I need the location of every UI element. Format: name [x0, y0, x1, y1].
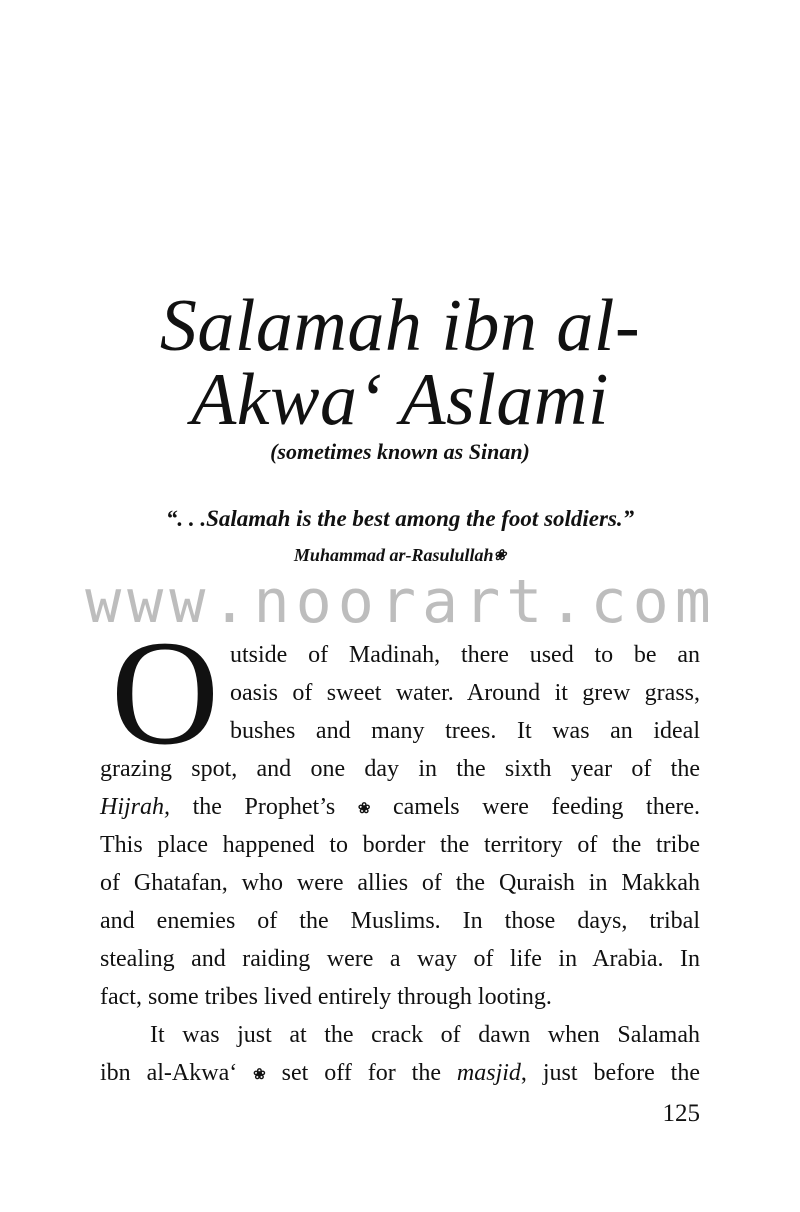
page-number: 125 — [662, 1100, 700, 1127]
chapter-title-line-1: Salamah ibn al- — [159, 285, 641, 367]
watermark: www.noorart.com — [85, 567, 717, 637]
text: camels were feeding there. — [370, 794, 700, 820]
text: set off for the — [265, 1060, 457, 1086]
italic-term: masjid — [456, 1060, 521, 1086]
body-line: bushes and many trees. It was an ideal — [230, 718, 700, 744]
body-line: fact, some tribes lived entirely through looting. — [100, 984, 552, 1010]
honorific-icon: ❀ — [493, 548, 507, 564]
body-line: grazing spot, and one day in the sixth year of the — [100, 756, 700, 782]
epigraph-attribution — [0, 542, 800, 569]
chapter-title-line-2: Akwa‘ Aslami — [191, 359, 609, 441]
body-line: It was just at the crack of dawn when Salamah — [150, 1022, 700, 1048]
body-line: stealing and raiding were a way of life in Arabia. In — [100, 946, 700, 972]
honorific-icon: ❀ — [357, 801, 371, 817]
italic-term: Hijrah, — [100, 794, 171, 820]
text: , just before the — [520, 1060, 700, 1086]
body-line: of Ghatafan, who were allies of the Quraish in Makkah — [100, 870, 700, 896]
attribution-text: Muhammad ar-Rasulullah — [293, 545, 494, 565]
text: ibn al-Akwa‘ — [100, 1060, 238, 1086]
body-line — [100, 788, 700, 826]
body-line: utside of Madinah, there used to be an — [230, 642, 700, 668]
drop-cap: O — [110, 610, 220, 776]
epigraph-quote: “. . .Salamah is the best among the foot soldiers.” — [165, 506, 635, 531]
body-line — [100, 1054, 700, 1092]
body-line: oasis of sweet water. Around it grew grass, — [230, 680, 700, 706]
text: the Prophet’s — [170, 794, 336, 820]
chapter-subtitle: (sometimes known as Sinan) — [270, 439, 530, 464]
body-line: and enemies of the Muslims. In those days, tribal — [100, 908, 700, 934]
body-line: This place happened to border the territory of the tribe — [100, 832, 700, 858]
honorific-icon: ❀ — [253, 1067, 266, 1083]
